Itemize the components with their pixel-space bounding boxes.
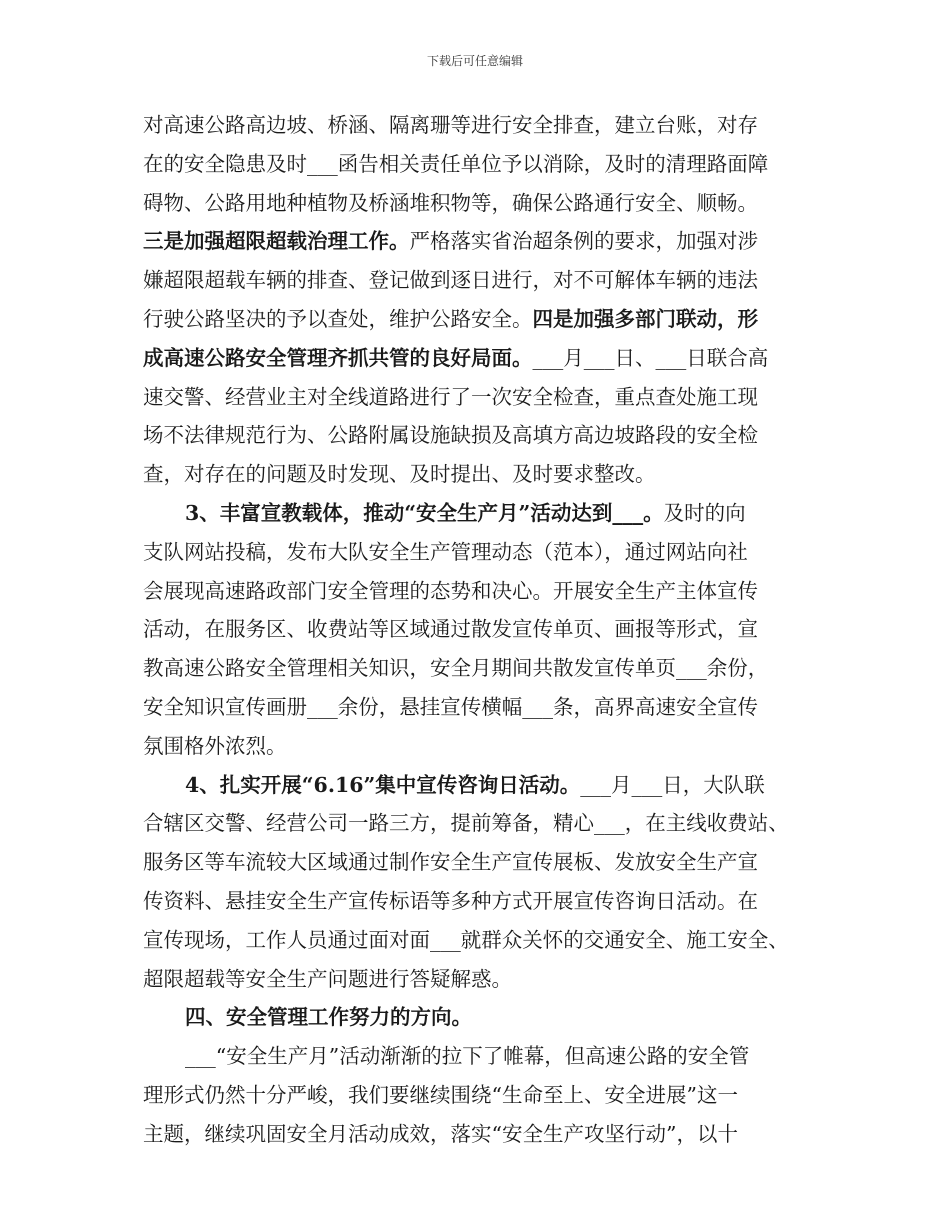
- text-line: 支队网站投稿，发布大队安全生产管理动态（范本），通过网站向社: [143, 539, 748, 564]
- text-line: 对高速公路高边坡、桥涵、隔离珊等进行安全排查，建立台账，对存: [143, 113, 758, 137]
- text-line: 速交警、经营业主对全线道路进行了一次安全检查，重点查处施工现: [143, 384, 758, 409]
- text-line: 氛围格外浓烈。: [143, 733, 287, 758]
- document-body: [143, 106, 811, 1154]
- text-line: 成高速公路安全管理齐抓共管的良好局面。___月___日、___日联合高: [143, 345, 769, 370]
- bold-lead: 成高速公路安全管理齐抓共管的良好局面。: [143, 345, 533, 370]
- text-line: 会展现高速路政部门安全管理的态势和决心。开展安全生产主体宣传: [143, 578, 758, 603]
- text-line: 超限超载等安全生产问题进行答疑解惑。: [143, 966, 512, 991]
- text-line: 安全知识宣传画册___余份，悬挂宣传横幅___条，高界高速安全宣传: [143, 694, 758, 719]
- text-line: 教高速公路安全管理相关知识，安全月期间共散发宣传单页___余份，: [143, 656, 769, 681]
- section-heading-3: 3、丰富宣教载体，推动“安全生产月”活动达到___。及时的向: [185, 500, 746, 525]
- text-line: 嫌超限超载车辆的排查、登记做到逐日进行，对不可解体车辆的违法: [143, 268, 758, 293]
- paragraph-start: ___“安全生产月”活动渐渐的拉下了帷幕，但高速公路的安全管: [185, 1044, 750, 1069]
- text-line: 合辖区交警、经营公司一路三方，提前筹备，精心___，在主线收费站、: [143, 811, 789, 836]
- text-line: 行驶公路坚决的予以查处，维护公路安全。四是加强多部门联动，形: [143, 306, 758, 331]
- bold-lead: 三是加强超限超载治理工作。: [143, 229, 410, 254]
- text-line: 碍物、公路用地种植物及桥涵堆积物等，确保公路通行安全、顺畅。: [143, 190, 758, 215]
- page-header: 下载后可任意编辑: [426, 54, 523, 68]
- text-line: 宣传现场，工作人员通过面对面___就群众关怀的交通安全、施工安全、: [143, 927, 789, 952]
- section-heading-four: 四、安全管理工作努力的方向。: [185, 1005, 472, 1030]
- text-line: 理形式仍然十分严峻，我们要继续围绕“生命至上、安全进展”这一: [143, 1082, 738, 1107]
- text-line: 活动，在服务区、收费站等区域通过散发宣传单页、画报等形式，宣: [143, 617, 758, 642]
- text-line: 传资料、悬挂安全生产宣传标语等多种方式开展宣传咨询日活动。在: [143, 888, 758, 913]
- section-heading-4: 4、扎实开展“6.16”集中宣传咨询日活动。___月___日，大队联: [185, 772, 765, 797]
- text-line: 主题，继续巩固安全月活动成效，落实“安全生产攻坚行动”，以十: [143, 1121, 738, 1146]
- text-line: 在的安全隐患及时___函告相关责任单位予以消除，及时的清理路面障: [143, 151, 769, 176]
- text-line: 查，对存在的问题及时发现、及时提出、及时要求整改。: [143, 462, 656, 487]
- text-line: 服务区等车流较大区域通过制作安全生产宣传展板、发放安全生产宣: [143, 850, 758, 875]
- bold-lead: 四是加强多部门联动，形: [532, 306, 758, 331]
- text-line: 场不法律规范行为、公路附属设施缺损及高填方高边坡路段的安全检: [143, 423, 758, 448]
- text-line: 三是加强超限超载治理工作。严格落实省治超条例的要求，加强对涉: [143, 229, 758, 254]
